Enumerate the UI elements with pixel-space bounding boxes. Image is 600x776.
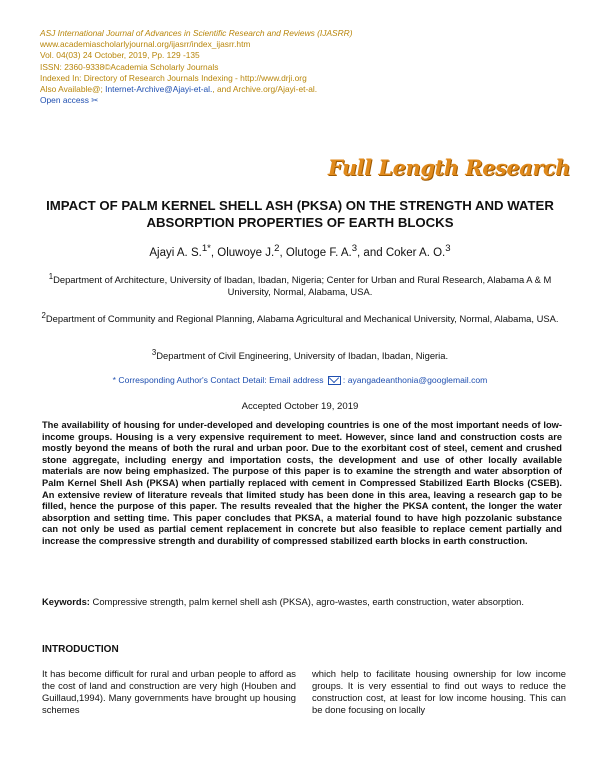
journal-issn: ISSN: 2360-9338©Academia Scholarly Journals — [40, 61, 219, 72]
envelope-icon — [328, 376, 341, 385]
also-available-suffix: , and Archive.org/Ajayi-et-al. — [212, 84, 318, 95]
affiliation-2: $^2$Department of Community and Regional Planning, Alabama Agricultural and Mechanical University, Normal, Alabama, USA. — [41, 311, 559, 325]
also-available-prefix: Also Available@; — [40, 84, 103, 95]
author-list — [30, 243, 570, 259]
full-length-research-banner: Full Length Research — [327, 155, 570, 180]
keywords-label: Keywords: — [42, 596, 90, 607]
author-1-sup: 1* — [201, 243, 211, 254]
intro-column-left: It has become difficult for rural and urban people to afford as the cost of land and construction are very high (Houben and Guillaud,1994). Many governments have brought up housing schemes — [42, 668, 296, 715]
corresponding-label: * Corresponding Author's Contact Detail: Email address — [112, 375, 324, 385]
paper-title: IMPACT OF PALM KERNEL SHELL ASH (PKSA) ON THE STRENGTH AND WATER ABSORPTION PROPERTIES OF EARTH BLOCKS — [46, 198, 554, 230]
corresponding-author — [30, 375, 570, 385]
keywords-text: Compressive strength, palm kernel shell ash (PKSA), agro-wastes, earth construction, water absorption. — [89, 596, 524, 607]
also-available — [40, 84, 560, 95]
author-1: Ajayi A. S. — [149, 246, 202, 259]
internet-archive-link[interactable]: Internet-Archive@Ajayi-et-al. — [105, 84, 213, 95]
corresponding-email[interactable]: : ayangadeanthonia@googlemail.com — [342, 375, 488, 385]
journal-volume: Vol. 04(03) 24 October, 2019, Pp. 129 -135 — [40, 50, 200, 61]
open-access: Open access ✂ — [40, 95, 99, 106]
affiliation-1: $^1$Department of Architecture, University of Ibadan, Ibadan, Nigeria; Center for Urban and Rural Research, Alabama A & M University, Normal, Alabama, USA. — [48, 272, 552, 298]
introduction-heading: INTRODUCTION — [42, 644, 119, 655]
author-3: , Olutoge F. A. — [279, 246, 352, 259]
intro-column-right: which help to facilitate housing ownership for low income groups. It is very essential to find out ways to reduce the construction cost, at least for low income housing. This can be done focusing on locally — [312, 668, 566, 715]
author-3-sup: 3 — [351, 243, 358, 254]
author-2: , Oluwoye J. — [210, 246, 275, 259]
author-4-sup: 3 — [445, 243, 451, 254]
author-2-sup: 2 — [274, 243, 280, 254]
author-4: , and Coker A. O. — [357, 246, 446, 259]
journal-indexed: Indexed In: Directory of Research Journals Indexing - http://www.drji.org — [40, 72, 307, 83]
affiliation-3: $^3$Department of Civil Engineering, University of Ibadan, Ibadan, Nigeria. — [151, 348, 449, 362]
journal-header — [40, 28, 560, 106]
accepted-date: Accepted October 19, 2019 — [241, 401, 359, 412]
journal-url[interactable]: www.academiascholarlyjournal.org/ijasrr/index_ijasrr.htm — [40, 39, 251, 50]
journal-name: ASJ International Journal of Advances in Scientific Research and Reviews (IJASRR) — [40, 28, 353, 38]
keywords — [42, 596, 562, 608]
abstract-text: The availability of housing for under-developed and developing countries is one of the most important needs of low-income groups. Housing is a very expensive requirement to meet. However, since land and construction costs are mostly beyond the means of both the rural and urban poor. Due to the exorbitant cost of steel, cement and crushed stone aggregate, including energy and importation costs, the development and use of other locally available materials are now being emphasized. The purpose of this paper is to examine the strength and water absorption of Palm Kernel Shell Ash (PKSA) when partially replaced with cement in Compressed Stabilized Earth Blocks (CSEB). An extensive review of literature reveals that limited study has been done in this area, leaving a research gap to be filled, hence the purpose of this paper. The results revealed that the higher the PKSA content, the longer the water absorption and setting time. This paper concludes that PKSA, a material found to have high pozzolanic substance can not only be used as partial cement replacement in concrete but also feasible to replace cement partially and increase the compressive strength and durability of compressed stabilized earth blocks in earth construction. — [42, 420, 562, 546]
